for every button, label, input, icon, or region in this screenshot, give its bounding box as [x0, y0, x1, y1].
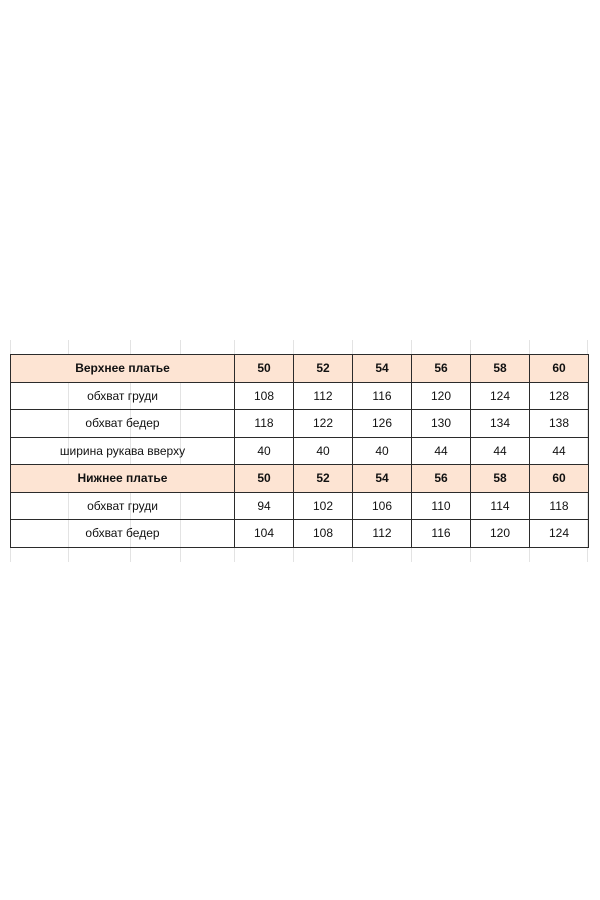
- value-cell: 120: [412, 382, 471, 410]
- value-cell: 106: [353, 492, 412, 520]
- value-cell: 104: [235, 520, 294, 548]
- size-cell: 54: [353, 465, 412, 493]
- value-cell: 130: [412, 410, 471, 438]
- value-cell: 122: [294, 410, 353, 438]
- table-row: [11, 410, 589, 438]
- value-cell: 94: [235, 492, 294, 520]
- value-cell: 44: [530, 437, 589, 465]
- value-cell: 44: [471, 437, 530, 465]
- section-header-row: [11, 465, 589, 493]
- section-title: Верхнее платье: [11, 355, 235, 383]
- table-row: [11, 492, 589, 520]
- value-cell: 110: [412, 492, 471, 520]
- value-cell: 116: [353, 382, 412, 410]
- value-cell: 138: [530, 410, 589, 438]
- value-cell: 40: [353, 437, 412, 465]
- value-cell: 118: [530, 492, 589, 520]
- size-cell: 52: [294, 465, 353, 493]
- section-header-row: [11, 355, 589, 383]
- value-cell: 124: [471, 382, 530, 410]
- size-cell: 50: [235, 355, 294, 383]
- measurement-label: обхват бедер: [11, 410, 235, 438]
- size-cell: 58: [471, 465, 530, 493]
- value-cell: 118: [235, 410, 294, 438]
- measurement-label: ширина рукава вверху: [11, 437, 235, 465]
- value-cell: 116: [412, 520, 471, 548]
- table-row: [11, 382, 589, 410]
- measurement-label: обхват бедер: [11, 520, 235, 548]
- value-cell: 40: [235, 437, 294, 465]
- value-cell: 124: [530, 520, 589, 548]
- measurement-label: обхват груди: [11, 382, 235, 410]
- value-cell: 134: [471, 410, 530, 438]
- size-cell: 56: [412, 355, 471, 383]
- value-cell: 126: [353, 410, 412, 438]
- size-cell: 60: [530, 465, 589, 493]
- value-cell: 108: [235, 382, 294, 410]
- size-cell: 60: [530, 355, 589, 383]
- value-cell: 40: [294, 437, 353, 465]
- value-cell: 102: [294, 492, 353, 520]
- section-title: Нижнее платье: [11, 465, 235, 493]
- value-cell: 114: [471, 492, 530, 520]
- value-cell: 112: [353, 520, 412, 548]
- value-cell: 44: [412, 437, 471, 465]
- size-cell: 58: [471, 355, 530, 383]
- value-cell: 112: [294, 382, 353, 410]
- size-table: [10, 354, 589, 548]
- value-cell: 128: [530, 382, 589, 410]
- measurement-label: обхват груди: [11, 492, 235, 520]
- value-cell: 108: [294, 520, 353, 548]
- table-row: [11, 437, 589, 465]
- table-row: [11, 520, 589, 548]
- size-cell: 52: [294, 355, 353, 383]
- size-cell: 54: [353, 355, 412, 383]
- size-cell: 56: [412, 465, 471, 493]
- value-cell: 120: [471, 520, 530, 548]
- size-cell: 50: [235, 465, 294, 493]
